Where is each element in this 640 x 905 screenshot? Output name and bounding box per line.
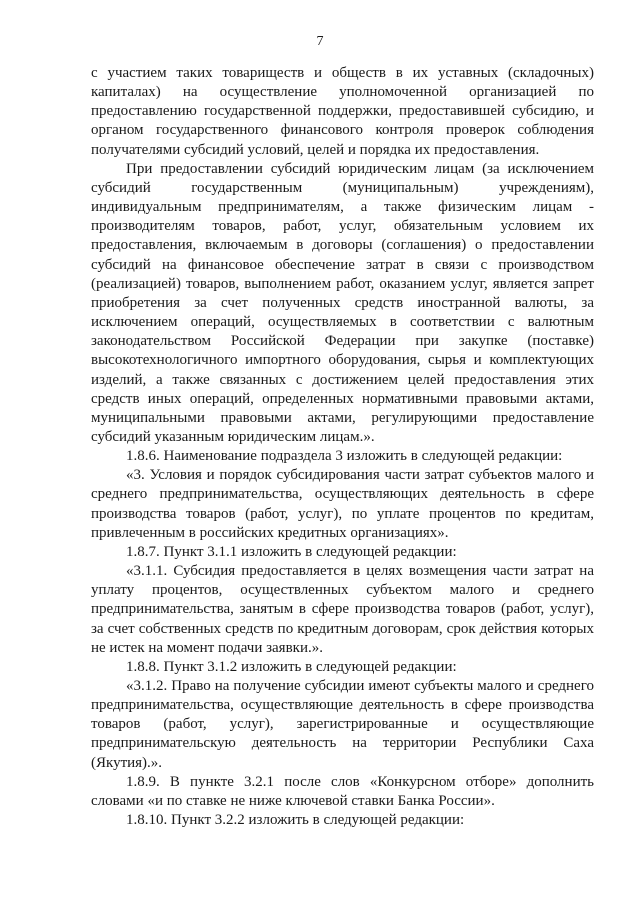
document-body bbox=[91, 64, 594, 830]
paragraph: 1.8.6. Наименование подраздела 3 изложить в следующей редакции: bbox=[126, 448, 563, 465]
page-number: 7 bbox=[316, 34, 324, 49]
paragraph: 1.8.9. В пункте 3.2.1 после слов «Конкурсном отборе» дополнить словами «и по ставке не ниже ключевой ставки Банка России». bbox=[91, 773, 594, 809]
paragraph: 1.8.8. Пункт 3.1.2 изложить в следующей редакции: bbox=[126, 658, 457, 675]
paragraph: При предоставлении субсидий юридическим лицам (за исключением субсидий государственным (муниципальным) учреждениям), индивидуальным предпринимателям, а также физическим лицам - производителям товаров, работ, услуг, обязательным условием их предоставления, включаемым в договоры (соглашения) о предоставлении субсидий на финансовое обеспечение затрат в связи с производством (реализацией) товаров, выполнением работ, оказанием услуг, является запрет приобретения за счет полученных средств иностранной валюты, за исключением операций, осуществляемых в соответствии с валютным законодательством Российской Федерации при закупке (поставке) высокотехнологичного импортного оборудования, сырья и комплектующих изделий, а также связанных с достижением целей предоставления этих средств иных операций, определенных нормативными правовыми актами, муниципальными правовыми актами, регулирующими предоставление субсидий указанным юридическим лицам.». bbox=[91, 160, 594, 445]
paragraph: «3.1.1. Субсидия предоставляется в целях возмещения части затрат на уплату процентов, осуществленных субъектом малого и среднего предпринимательства, занятым в сфере производства товаров (работ, услуг), за счет собственных средств по кредитным договорам, срок действия которых не истек на момент подачи заявки.». bbox=[91, 563, 594, 656]
paragraph: «3. Условия и порядок субсидирования части затрат субъектов малого и среднего предпринимательства, осуществляющих деятельность в сфере производства товаров (работ, услуг), по уплате процентов по кредитам, привлеченным в российских кредитных организациях». bbox=[91, 467, 594, 541]
paragraph: 1.8.10. Пункт 3.2.2 изложить в следующей редакции: bbox=[126, 812, 465, 829]
paragraph: «3.1.2. Право на получение субсидии имеют субъекты малого и среднего предпринимательства, осуществляющие деятельность в сфере производства товаров (работ, услуг), зарегистрированные и осуществляющие предпринимательскую деятельность на территории Республики Саха (Якутия).». bbox=[91, 678, 594, 771]
paragraph: с участием таких товариществ и обществ в их уставных (складочных) капиталах) на осуществление уполномоченной организацией по предоставлению государственной поддержки, предоставившей субсидию, и органом государственного финансового контроля проверок соблюдения получателями субсидий условий, целей и порядка их предоставления. bbox=[91, 65, 594, 158]
paragraph: 1.8.7. Пункт 3.1.1 изложить в следующей редакции: bbox=[126, 543, 457, 560]
